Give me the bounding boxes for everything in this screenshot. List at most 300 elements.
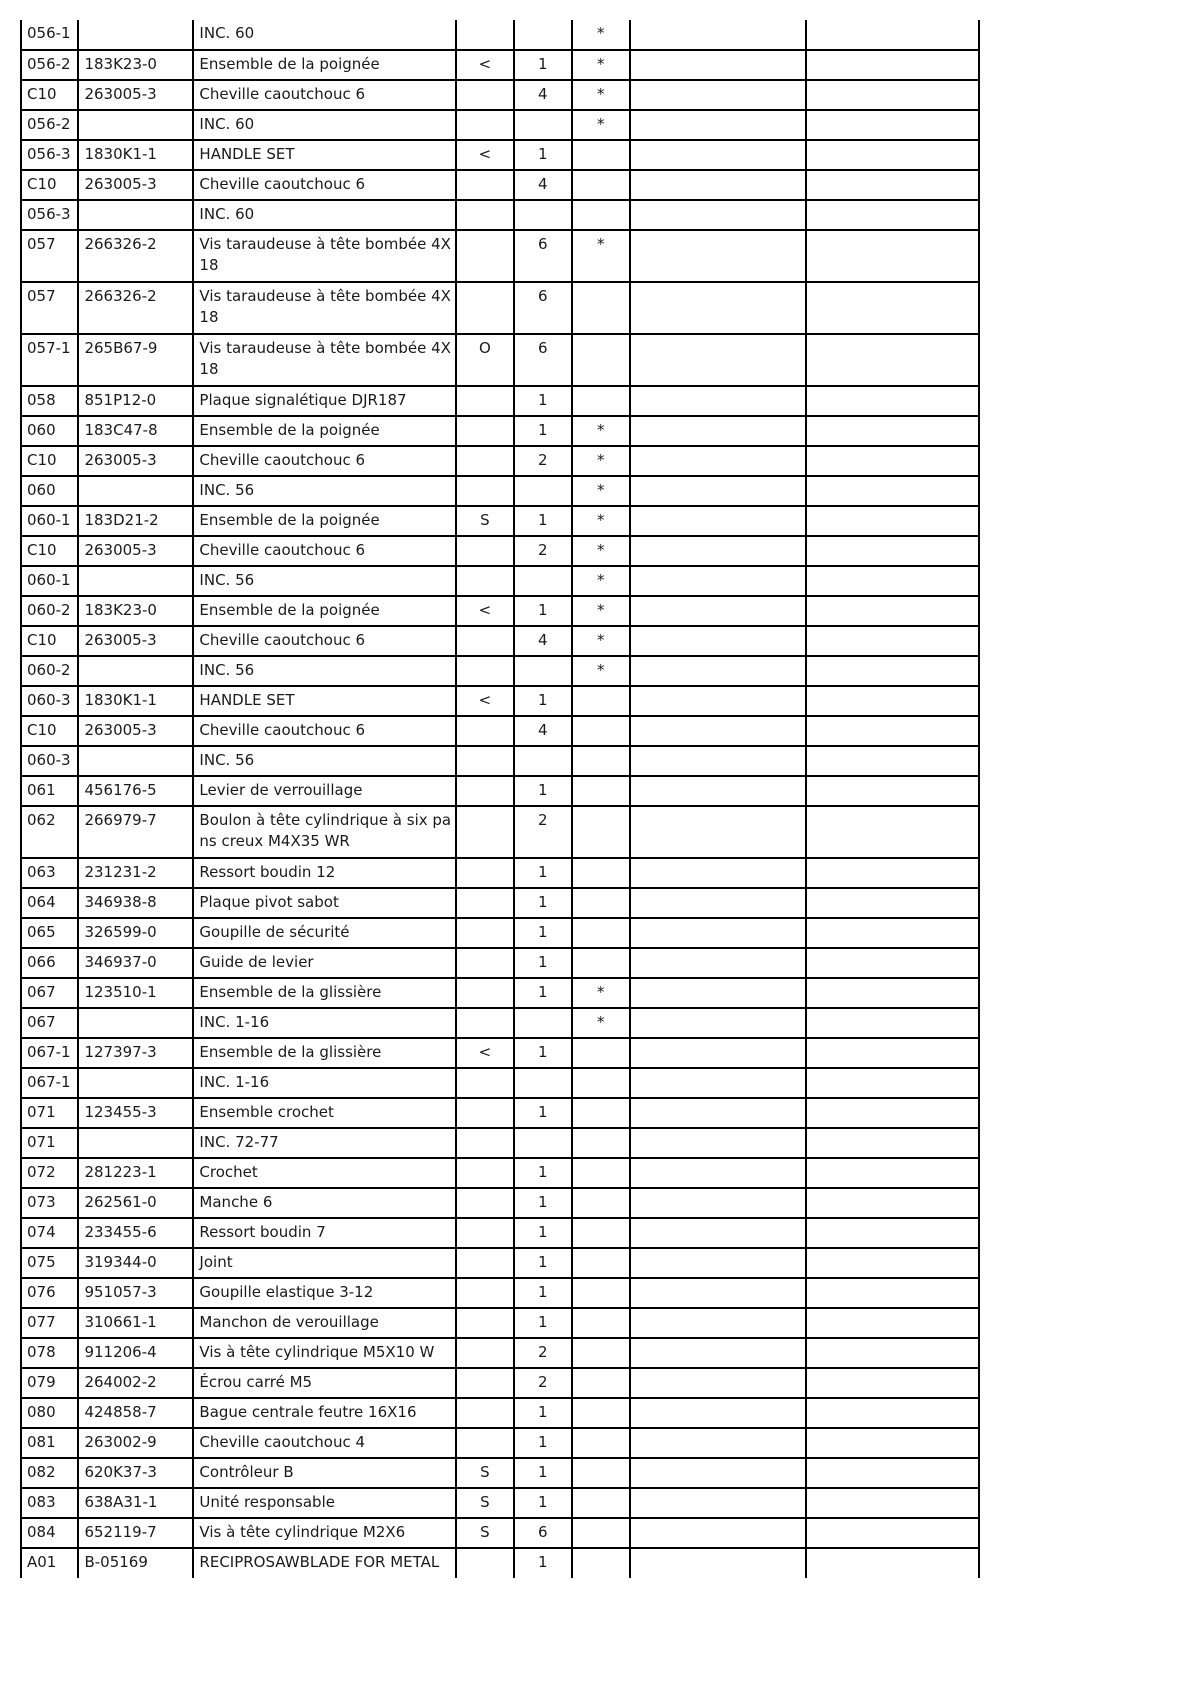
table-row [21, 776, 979, 806]
part-number-cell: 263005-3 [78, 446, 193, 476]
description-cell: Ensemble de la poignée [193, 596, 455, 626]
quantity-cell: 1 [514, 978, 571, 1008]
empty-cell [806, 1008, 980, 1038]
code-cell: < [456, 686, 514, 716]
code-cell [456, 566, 514, 596]
marker-cell [572, 888, 630, 918]
item-number-cell: C10 [21, 536, 78, 566]
code-cell [456, 1548, 514, 1578]
empty-cell [630, 1278, 805, 1308]
empty-cell [630, 716, 805, 746]
empty-cell [806, 888, 980, 918]
code-cell [456, 80, 514, 110]
table-row [21, 50, 979, 80]
description-cell: Levier de verrouillage [193, 776, 455, 806]
code-cell [456, 1398, 514, 1428]
empty-cell [630, 596, 805, 626]
quantity-cell: 1 [514, 140, 571, 170]
part-number-cell: 638A31-1 [78, 1488, 193, 1518]
description-cell: Manchon de verouillage [193, 1308, 455, 1338]
part-number-cell: 652119-7 [78, 1518, 193, 1548]
quantity-cell: 1 [514, 1488, 571, 1518]
empty-cell [806, 140, 980, 170]
item-number-cell: 060-3 [21, 686, 78, 716]
code-cell [456, 716, 514, 746]
quantity-cell: 2 [514, 1368, 571, 1398]
part-number-cell: B-05169 [78, 1548, 193, 1578]
item-number-cell: 077 [21, 1308, 78, 1338]
code-cell [456, 20, 514, 50]
description-cell: Ressort boudin 7 [193, 1218, 455, 1248]
item-number-cell: 058 [21, 386, 78, 416]
quantity-cell: 1 [514, 888, 571, 918]
quantity-cell: 1 [514, 686, 571, 716]
part-number-cell: 183K23-0 [78, 50, 193, 80]
part-number-cell [78, 566, 193, 596]
description-cell: Joint [193, 1248, 455, 1278]
code-cell [456, 656, 514, 686]
part-number-cell: 346938-8 [78, 888, 193, 918]
empty-cell [630, 948, 805, 978]
empty-cell [630, 446, 805, 476]
table-row [21, 1548, 979, 1578]
description-cell: Cheville caoutchouc 4 [193, 1428, 455, 1458]
item-number-cell: 076 [21, 1278, 78, 1308]
part-number-cell: 263005-3 [78, 626, 193, 656]
empty-cell [630, 1518, 805, 1548]
description-cell: Goupille de sécurité [193, 918, 455, 948]
marker-cell [572, 1518, 630, 1548]
item-number-cell: 072 [21, 1158, 78, 1188]
quantity-cell: 2 [514, 806, 571, 858]
part-number-cell: 263002-9 [78, 1428, 193, 1458]
item-number-cell: 064 [21, 888, 78, 918]
item-number-cell: 060 [21, 416, 78, 446]
empty-cell [630, 1548, 805, 1578]
description-cell: INC. 56 [193, 566, 455, 596]
part-number-cell [78, 110, 193, 140]
description-cell: INC. 72-77 [193, 1128, 455, 1158]
empty-cell [630, 776, 805, 806]
marker-cell [572, 200, 630, 230]
empty-cell [630, 1488, 805, 1518]
quantity-cell: 2 [514, 1338, 571, 1368]
part-number-cell: 456176-5 [78, 776, 193, 806]
marker-cell [572, 858, 630, 888]
code-cell [456, 1158, 514, 1188]
quantity-cell: 1 [514, 1038, 571, 1068]
description-cell: Vis à tête cylindrique M5X10 W [193, 1338, 455, 1368]
table-row [21, 446, 979, 476]
item-number-cell: 061 [21, 776, 78, 806]
description-cell: INC. 60 [193, 20, 455, 50]
quantity-cell: 1 [514, 1218, 571, 1248]
marker-cell [572, 1098, 630, 1128]
code-cell [456, 282, 514, 334]
item-number-cell: A01 [21, 1548, 78, 1578]
table-row [21, 1278, 979, 1308]
table-row [21, 1308, 979, 1338]
quantity-cell: 2 [514, 446, 571, 476]
part-number-cell: 911206-4 [78, 1338, 193, 1368]
empty-cell [630, 1428, 805, 1458]
quantity-cell: 1 [514, 1308, 571, 1338]
part-number-cell: 319344-0 [78, 1248, 193, 1278]
marker-cell [572, 1128, 630, 1158]
marker-cell [572, 686, 630, 716]
description-cell: Cheville caoutchouc 6 [193, 170, 455, 200]
description-cell: INC. 56 [193, 656, 455, 686]
part-number-cell: 263005-3 [78, 716, 193, 746]
quantity-cell [514, 1128, 571, 1158]
table-row [21, 476, 979, 506]
part-number-cell: 266979-7 [78, 806, 193, 858]
description-cell: INC. 60 [193, 110, 455, 140]
empty-cell [806, 566, 980, 596]
empty-cell [630, 746, 805, 776]
empty-cell [806, 1128, 980, 1158]
empty-cell [806, 858, 980, 888]
item-number-cell: 056-3 [21, 200, 78, 230]
empty-cell [806, 110, 980, 140]
marker-cell: * [572, 50, 630, 80]
part-number-cell: 1830K1-1 [78, 686, 193, 716]
part-number-cell [78, 656, 193, 686]
empty-cell [630, 1038, 805, 1068]
empty-cell [806, 626, 980, 656]
item-number-cell: 065 [21, 918, 78, 948]
empty-cell [806, 806, 980, 858]
quantity-cell [514, 746, 571, 776]
marker-cell: * [572, 230, 630, 282]
empty-cell [806, 1428, 980, 1458]
description-cell: Manche 6 [193, 1188, 455, 1218]
table-row [21, 918, 979, 948]
empty-cell [806, 918, 980, 948]
quantity-cell: 2 [514, 536, 571, 566]
item-number-cell: 060-1 [21, 566, 78, 596]
table-row [21, 536, 979, 566]
code-cell [456, 230, 514, 282]
marker-cell: * [572, 566, 630, 596]
part-number-cell: 231231-2 [78, 858, 193, 888]
table-row [21, 80, 979, 110]
marker-cell: * [572, 536, 630, 566]
code-cell: S [456, 1488, 514, 1518]
quantity-cell: 1 [514, 1548, 571, 1578]
empty-cell [806, 1338, 980, 1368]
table-row [21, 1188, 979, 1218]
empty-cell [630, 50, 805, 80]
marker-cell [572, 1338, 630, 1368]
code-cell [456, 446, 514, 476]
marker-cell: * [572, 1008, 630, 1038]
empty-cell [806, 978, 980, 1008]
code-cell [456, 1338, 514, 1368]
description-cell: Vis taraudeuse à tête bombée 4X 18 [193, 282, 455, 334]
part-number-cell [78, 200, 193, 230]
empty-cell [806, 80, 980, 110]
marker-cell: * [572, 506, 630, 536]
quantity-cell [514, 476, 571, 506]
item-number-cell: 082 [21, 1458, 78, 1488]
parts-table-body [21, 20, 979, 1578]
part-number-cell: 264002-2 [78, 1368, 193, 1398]
empty-cell [806, 1278, 980, 1308]
table-row [21, 230, 979, 282]
table-row [21, 1368, 979, 1398]
quantity-cell: 6 [514, 282, 571, 334]
marker-cell: * [572, 446, 630, 476]
empty-cell [630, 536, 805, 566]
item-number-cell: C10 [21, 80, 78, 110]
quantity-cell: 1 [514, 1398, 571, 1428]
description-cell: Bague centrale feutre 16X16 [193, 1398, 455, 1428]
table-row [21, 888, 979, 918]
item-number-cell: 060-3 [21, 746, 78, 776]
empty-cell [630, 656, 805, 686]
item-number-cell: 060-2 [21, 596, 78, 626]
description-cell: Ensemble de la glissière [193, 978, 455, 1008]
description-cell: Plaque pivot sabot [193, 888, 455, 918]
empty-cell [630, 686, 805, 716]
table-row [21, 746, 979, 776]
empty-cell [806, 1368, 980, 1398]
empty-cell [806, 596, 980, 626]
code-cell [456, 1098, 514, 1128]
table-row [21, 978, 979, 1008]
table-row [21, 110, 979, 140]
code-cell [456, 386, 514, 416]
marker-cell [572, 282, 630, 334]
marker-cell [572, 948, 630, 978]
code-cell [456, 1068, 514, 1098]
part-number-cell: 263005-3 [78, 80, 193, 110]
table-row [21, 506, 979, 536]
code-cell: O [456, 334, 514, 386]
table-row [21, 20, 979, 50]
table-row [21, 656, 979, 686]
part-number-cell: 620K37-3 [78, 1458, 193, 1488]
code-cell [456, 858, 514, 888]
empty-cell [630, 1158, 805, 1188]
quantity-cell: 1 [514, 918, 571, 948]
marker-cell [572, 1188, 630, 1218]
table-row [21, 1158, 979, 1188]
item-number-cell: 063 [21, 858, 78, 888]
code-cell [456, 416, 514, 446]
empty-cell [630, 978, 805, 1008]
table-row [21, 1518, 979, 1548]
item-number-cell: 056-2 [21, 110, 78, 140]
code-cell: < [456, 596, 514, 626]
empty-cell [806, 1488, 980, 1518]
item-number-cell: 078 [21, 1338, 78, 1368]
item-number-cell: 074 [21, 1218, 78, 1248]
quantity-cell: 1 [514, 1458, 571, 1488]
code-cell: < [456, 1038, 514, 1068]
part-number-cell [78, 1008, 193, 1038]
marker-cell: * [572, 20, 630, 50]
table-row [21, 566, 979, 596]
empty-cell [806, 746, 980, 776]
table-row [21, 386, 979, 416]
code-cell [456, 200, 514, 230]
item-number-cell: 057 [21, 230, 78, 282]
marker-cell: * [572, 978, 630, 1008]
code-cell: < [456, 50, 514, 80]
code-cell [456, 1278, 514, 1308]
table-row [21, 596, 979, 626]
table-row [21, 716, 979, 746]
description-cell: Unité responsable [193, 1488, 455, 1518]
description-cell: INC. 56 [193, 476, 455, 506]
empty-cell [630, 170, 805, 200]
empty-cell [630, 140, 805, 170]
code-cell [456, 776, 514, 806]
code-cell [456, 1128, 514, 1158]
marker-cell [572, 170, 630, 200]
empty-cell [630, 230, 805, 282]
description-cell: Crochet [193, 1158, 455, 1188]
empty-cell [806, 1398, 980, 1428]
empty-cell [806, 446, 980, 476]
empty-cell [630, 1068, 805, 1098]
quantity-cell: 4 [514, 716, 571, 746]
table-row [21, 1068, 979, 1098]
description-cell: Cheville caoutchouc 6 [193, 536, 455, 566]
empty-cell [630, 1338, 805, 1368]
code-cell [456, 1308, 514, 1338]
part-number-cell: 326599-0 [78, 918, 193, 948]
empty-cell [806, 1188, 980, 1218]
part-number-cell: 263005-3 [78, 170, 193, 200]
marker-cell: * [572, 476, 630, 506]
empty-cell [806, 948, 980, 978]
empty-cell [806, 416, 980, 446]
empty-cell [630, 1008, 805, 1038]
marker-cell [572, 1068, 630, 1098]
code-cell [456, 806, 514, 858]
code-cell [456, 1008, 514, 1038]
part-number-cell: 127397-3 [78, 1038, 193, 1068]
empty-cell [806, 476, 980, 506]
part-number-cell: 183K23-0 [78, 596, 193, 626]
description-cell: INC. 1-16 [193, 1008, 455, 1038]
part-number-cell: 346937-0 [78, 948, 193, 978]
marker-cell [572, 1248, 630, 1278]
empty-cell [630, 1398, 805, 1428]
empty-cell [630, 416, 805, 446]
item-number-cell: C10 [21, 446, 78, 476]
empty-cell [630, 888, 805, 918]
description-cell: Ensemble de la poignée [193, 506, 455, 536]
marker-cell [572, 334, 630, 386]
quantity-cell: 4 [514, 170, 571, 200]
part-number-cell: 183D21-2 [78, 506, 193, 536]
item-number-cell: C10 [21, 626, 78, 656]
empty-cell [806, 686, 980, 716]
empty-cell [630, 1218, 805, 1248]
table-row [21, 1458, 979, 1488]
part-number-cell: 123455-3 [78, 1098, 193, 1128]
table-row [21, 1218, 979, 1248]
quantity-cell: 1 [514, 948, 571, 978]
quantity-cell: 1 [514, 858, 571, 888]
item-number-cell: 084 [21, 1518, 78, 1548]
quantity-cell: 1 [514, 1098, 571, 1128]
table-row [21, 1248, 979, 1278]
code-cell [456, 1188, 514, 1218]
empty-cell [806, 1158, 980, 1188]
part-number-cell: 233455-6 [78, 1218, 193, 1248]
item-number-cell: 075 [21, 1248, 78, 1278]
item-number-cell: 071 [21, 1128, 78, 1158]
quantity-cell: 6 [514, 334, 571, 386]
empty-cell [630, 1128, 805, 1158]
empty-cell [630, 858, 805, 888]
empty-cell [806, 282, 980, 334]
marker-cell [572, 140, 630, 170]
item-number-cell: 057-1 [21, 334, 78, 386]
marker-cell: * [572, 656, 630, 686]
table-row [21, 948, 979, 978]
description-cell: Ressort boudin 12 [193, 858, 455, 888]
quantity-cell [514, 656, 571, 686]
part-number-cell: 281223-1 [78, 1158, 193, 1188]
empty-cell [806, 776, 980, 806]
item-number-cell: 071 [21, 1098, 78, 1128]
code-cell [456, 626, 514, 656]
marker-cell [572, 386, 630, 416]
quantity-cell: 1 [514, 1278, 571, 1308]
quantity-cell: 4 [514, 626, 571, 656]
quantity-cell: 1 [514, 1428, 571, 1458]
part-number-cell: 183C47-8 [78, 416, 193, 446]
code-cell [456, 110, 514, 140]
empty-cell [806, 1518, 980, 1548]
item-number-cell: 060-1 [21, 506, 78, 536]
part-number-cell [78, 476, 193, 506]
code-cell [456, 978, 514, 1008]
marker-cell [572, 1428, 630, 1458]
empty-cell [806, 536, 980, 566]
empty-cell [630, 282, 805, 334]
empty-cell [806, 230, 980, 282]
table-row [21, 1128, 979, 1158]
quantity-cell: 1 [514, 1248, 571, 1278]
item-number-cell: 056-1 [21, 20, 78, 50]
empty-cell [630, 918, 805, 948]
description-cell: Cheville caoutchouc 6 [193, 446, 455, 476]
part-number-cell: 424858-7 [78, 1398, 193, 1428]
code-cell [456, 918, 514, 948]
table-row [21, 686, 979, 716]
item-number-cell: 067-1 [21, 1038, 78, 1068]
code-cell [456, 1428, 514, 1458]
part-number-cell: 262561-0 [78, 1188, 193, 1218]
description-cell: Ensemble de la glissière [193, 1038, 455, 1068]
marker-cell [572, 1368, 630, 1398]
description-cell: RECIPROSAWBLADE FOR METAL [193, 1548, 455, 1578]
table-row [21, 282, 979, 334]
quantity-cell: 1 [514, 50, 571, 80]
quantity-cell [514, 566, 571, 596]
item-number-cell: 060-2 [21, 656, 78, 686]
item-number-cell: 083 [21, 1488, 78, 1518]
part-number-cell: 263005-3 [78, 536, 193, 566]
quantity-cell [514, 110, 571, 140]
